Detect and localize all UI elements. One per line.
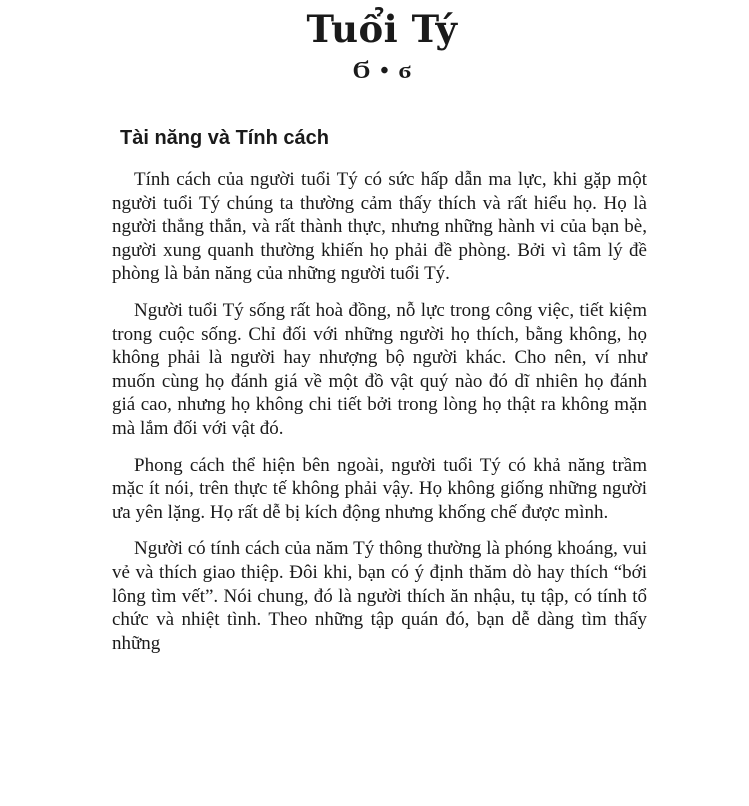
ornament-left-glyph: Ϭ <box>352 58 371 84</box>
paragraph-4: Người có tính cách của năm Tý thông thường là phóng khoáng, vui vẻ và thích giao thiệp. Đôi khi, bạn có ý định thăm dò hay thích “bới lông tìm vết”. Nói chung, đó là người thích ăn nhậu, tụ tập, có tính tổ chức và nhiệt tình. Theo những tập quán đó, bạn dễ dàng tìm thấy những <box>112 538 647 654</box>
body-text <box>112 168 647 668</box>
title-ornament <box>112 58 652 84</box>
ornament-right-glyph: ϭ <box>398 58 412 84</box>
paragraph-1: Tính cách của người tuổi Tý có sức hấp dẫn ma lực, khi gặp một người tuổi Tý chúng ta thường cảm thấy thích và rất hiểu họ. Họ là người thẳng thắn, và rất thành thực, nhưng những hành vi của bạn bè, người xung quanh thường khiến họ phải đề phòng. Bởi vì tâm lý đề phòng là bản năng của những người tuổi Tý. <box>112 169 647 285</box>
section-heading: Tài năng và Tính cách <box>120 127 329 149</box>
book-page <box>112 0 652 806</box>
paragraph-2: Người tuổi Tý sống rất hoà đồng, nỗ lực trong công việc, tiết kiệm trong cuộc sống. Chỉ đối với những người họ thích, bằng không, họ không phải là người hay nhượng bộ người khác. Cho nên, ví như muốn cùng họ đánh giá về một đồ vật quý nào đó dĩ nhiên họ đánh giá cao, nhưng họ không chi tiết bởi trong lòng họ thật ra không mặn mà lắm đối với vật đó. <box>112 299 647 439</box>
paragraph-3: Phong cách thể hiện bên ngoài, người tuổi Tý có khả năng trầm mặc ít nói, trên thực tế không phải vậy. Họ không giống những người ưa yên lặng. Họ rất dễ bị kích động nhưng khống chế được mình. <box>112 454 647 523</box>
ornament-center-dot: • <box>380 58 389 84</box>
chapter-title: Tuổi Tý <box>306 7 458 51</box>
